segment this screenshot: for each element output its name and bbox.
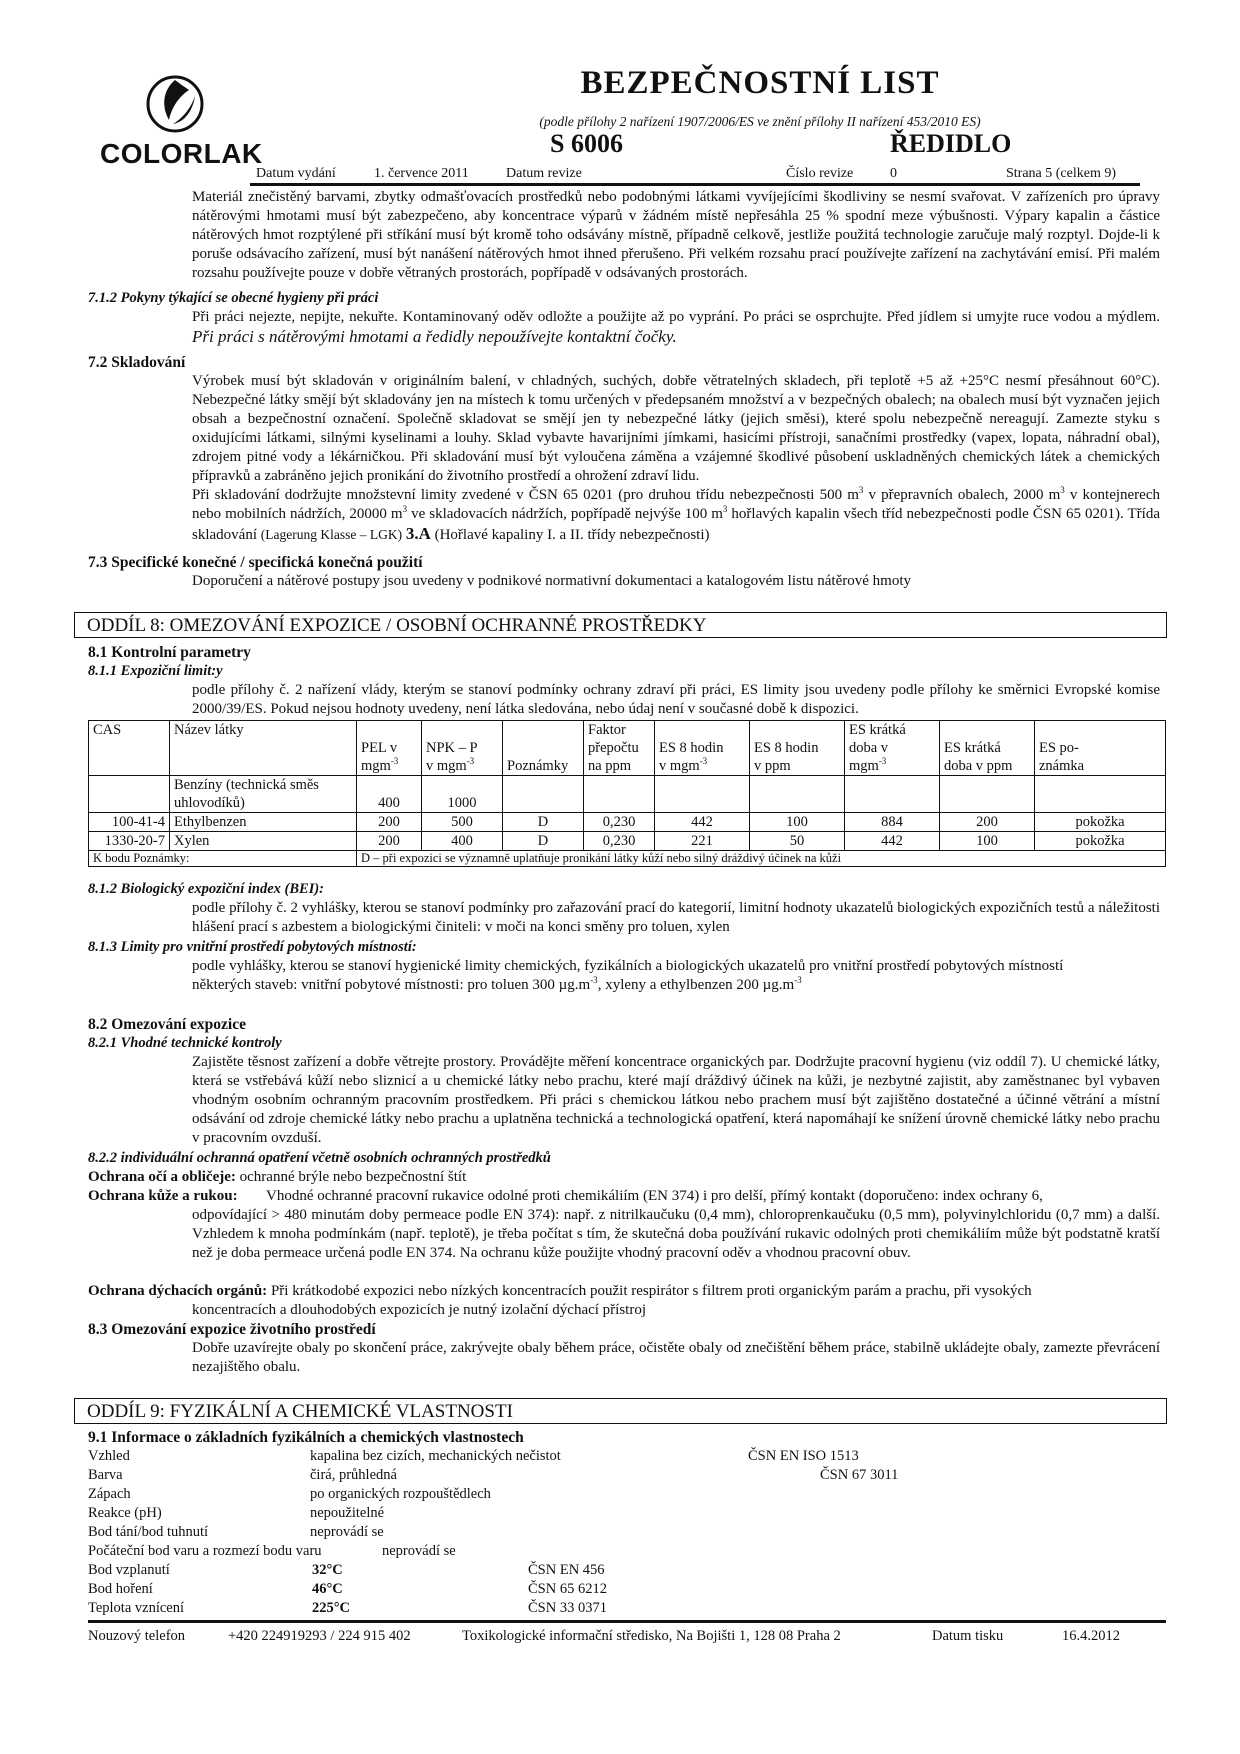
product-name: ŘEDIDLO <box>890 129 1012 158</box>
footer-divider <box>88 1620 1166 1623</box>
respiratory-protection: Ochrana dýchacích orgánů: Při krátkodobé expozici nebo nízkých koncentracích použit respirátor s filtrem proti organickým parám a prachu, při vysokých <box>88 1283 1032 1299</box>
prop-label: Vzhled <box>88 1448 130 1464</box>
heading-8-2: 8.2 Omezování expozice <box>88 1016 246 1033</box>
heading-7-2: 7.2 Skladování <box>88 354 186 371</box>
col-pel: PEL v mgm$^{-3}$ <box>357 721 422 776</box>
page-info: Strana 5 (celkem 9) <box>1006 166 1117 181</box>
contact-lens-warning: Při práci s nátěrovými hmotami a ředidly nepoužívejte kontaktní čočky. <box>192 327 677 346</box>
table-row: Benzíny (technická směs uhlovodíků) 400 1000 <box>89 776 1166 813</box>
heading-9-1: 9.1 Informace o základních fyzikálních a chemických vlastnostech <box>88 1429 524 1446</box>
prop-value: neprovádí se <box>310 1524 384 1540</box>
paragraph-8-1-2: podle přílohy č. 2 vyhlášky, kterou se stanoví podmínky pro zařazování prací do kategorií, limitní hodnoty ukazatelů biologických expozičních testů a náležitosti hlášení prací s azbestem a biologickými činiteli: v moči na konci směny pro toluen, xylen <box>192 900 1160 935</box>
heading-8-1-1: 8.1.1 Expoziční limit:y <box>88 663 223 679</box>
logo-text: COLORLAK <box>100 138 263 169</box>
prop-value: po organických rozpouštědlech <box>310 1486 491 1502</box>
col-esk-mgm: ES krátká doba v mgm$^{-3}$ <box>845 721 940 776</box>
col-es-note: ES po- známka <box>1035 721 1166 776</box>
prop-label: Bod hoření <box>88 1581 153 1597</box>
revision-number: 0 <box>890 166 897 181</box>
col-notes: Poznámky <box>503 721 584 776</box>
prop-standard: ČSN 33 0371 <box>528 1600 607 1616</box>
paragraph-8-3: Dobře uzavírejte obaly po skončení práce, zakrývejte obaly během práce, očistěte obaly od znečištění během práce, stabilně ukládejte obaly, zamezte převrácení nezajištěho obalu. <box>192 1340 1160 1375</box>
paragraph-7-3: Doporučení a nátěrové postupy jsou uvedeny v podnikové normativní dokumentaci a katalogovém listu nátěrové hmoty <box>192 573 911 589</box>
heading-8-3: 8.3 Omezování expozice životního prostředí <box>88 1321 376 1338</box>
table-header-row <box>89 721 1166 776</box>
col-npk: NPK – P v mgm$^{-3}$ <box>422 721 503 776</box>
respiratory-protection-line2: koncentracích a dlouhodobých expozicích je nutný izolační dýchací přístroj <box>192 1302 647 1318</box>
skin-protection-label: Ochrana kůže a rukou: <box>88 1188 238 1204</box>
heading-8-2-2: 8.2.2 individuální ochranná opatření včetně osobních ochranných prostředků <box>88 1150 551 1166</box>
paragraph-8-1-1: podle přílohy č. 2 nařízení vlády, kterým se stanoví podmínky ochrany zdraví při práci, ES limity jsou uvedeny podle přílohy ke směrnici Evropské komise 2000/39/ES. Pokud nejsou hodnoty uvedeny, není látka sledována, nebo údaj není v současné době k dispozici. <box>192 682 1160 717</box>
col-esk-ppm: ES krátká doba v ppm <box>940 721 1035 776</box>
prop-label: Reakce (pH) <box>88 1505 162 1521</box>
table-note-row: K bodu Poznámky: D – při expozici se významně uplatňuje pronikání látky kůží nebo silný dráždivý účinek na kůži <box>89 851 1166 867</box>
prop-label: Barva <box>88 1467 123 1483</box>
col-es8-mgm: ES 8 hodin v mgm$^{-3}$ <box>655 721 750 776</box>
section9-title: ODDÍL 9: FYZIKÁLNÍ A CHEMICKÉ VLASTNOSTI <box>74 1398 1167 1424</box>
section7-intro: Materiál znečistěný barvami, zbytky odmašťovacích prostředků nebo podobnými látkami vyvíjejícími škodliviny se nesmí svařovat. V zařízeních pro úpravy nátěrovými hmotami musí být zabezpečeno, aby koncentrace výparů v žádném místě nepřesáhla 25 % spodní meze výbušnosti. Výpary kapalin a částice nátěrových hmot rozptýlené při stříkání musí být kromě toho odsávány místně, případně celkově, jestliže použitá technologie zaručuje malý rozptyl. Dojde-li k poruše odsávacího zařízení, musí být nanášení nátěrových hmot ihned přerušeno. Při velkém rozsahu prací používejte zařízení na zachytávání emisí. Při malém rozsahu používejte pouze v dobře větraných prostorách, popřípadě v odsávaných prostorách. <box>192 189 1160 281</box>
prop-standard: ČSN 65 6212 <box>528 1581 607 1597</box>
prop-value: kapalina bez cizích, mechanických nečistot <box>310 1448 561 1464</box>
table-row: 100-41-4 Ethylbenzen 200 500 D 0,230 442 100 884 200 pokožka <box>89 813 1166 832</box>
prop-value: čirá, průhledná <box>310 1467 397 1483</box>
prop-label: Počáteční bod varu a rozmezí bodu varu <box>88 1543 322 1559</box>
prop-value: nepoužitelné <box>310 1505 385 1521</box>
section8-title: ODDÍL 8: OMEZOVÁNÍ EXPOZICE / OSOBNÍ OCHRANNÉ PROSTŘEDKY <box>74 612 1167 638</box>
heading-7-3: 7.3 Specifické konečné / specifická konečná použití <box>88 554 423 571</box>
skin-protection-line1: Vhodné ochranné pracovní rukavice odolné proti chemikáliím (EN 374) i pro delší, přímý kontakt (doporučeno: index ochrany 6, <box>266 1188 1043 1204</box>
colorlak-logo-icon <box>143 72 207 136</box>
company-logo <box>100 72 263 169</box>
paragraph-8-1-3b: některých staveb: vnitřní pobytové místnosti: pro toluen 300 $\mu g.m^{-3}$, xyleny a ethylbenzen 200 $\mu g.m^{-3}$ <box>192 975 802 993</box>
prop-value: 225°C <box>312 1600 351 1616</box>
document-title: BEZPEČNOSTNÍ LIST <box>580 65 940 101</box>
paragraph-8-2-1: Zajistěte těsnost zařízení a dobře větrejte prostory. Provádějte měření koncentrace organických par. Dodržujte pracovní hygienu (viz oddíl 7). U chemické látky, která se vstřebává kůží nebo sliznicí a u chemické látky nebo prachu, které mají dráždivý účinek na kůži, je nezbytné zajistit, aby zaměstnanec byl vybaven vhodným osobním ochranným pracovním prostředkem. Při práci s chemickou látkou nebo prachem musí být zajištěno dostatečné a účinné větrání a místní odsávání od zdroje chemické látky nebo prachu a uplatněna technická a technologická opatření, která napomáhají ke snížení úrovně chemické látky nebo prachu v pracovním ovzduší. <box>192 1054 1160 1146</box>
heading-8-1-2: 8.1.2 Biologický expoziční index (BEI): <box>88 881 325 897</box>
eye-protection: Ochrana očí a obličeje: ochranné brýle nebo bezpečnostní štít <box>88 1169 467 1185</box>
table-row: 1330-20-7 Xylen 200 400 D 0,230 221 50 442 100 pokožka <box>89 832 1166 851</box>
storage-class: 3.A <box>405 524 431 543</box>
document-subtitle: (podle přílohy 2 nařízení 1907/2006/ES ve znění přílohy II nařízení 453/2010 ES) <box>539 114 981 129</box>
heading-8-1: 8.1 Kontrolní parametry <box>88 644 251 661</box>
toxicology-center: Toxikologické informační středisko, Na Bojišti 1, 128 08 Praha 2 <box>462 1628 841 1644</box>
print-date: 16.4.2012 <box>1062 1628 1120 1644</box>
paragraph-7-2-limits: Při skladování dodržujte množstevní limity zvedené v ČSN 65 0201 (pro druhou třídu nebezpečnosti 500 $m^3$ v přepravních obalech, 2000 $m^3$ v kontejnerech nebo mobilních nádržích, 20000 $m^3$ ve skladovacích nádržích, popřípadě nejvýše 100 $m^3$ hořlavých kapalin všech tříd nebezpečnosti podle ČSN 65 0201). Třída skladování (Lagerung Klasse – LGK) 3.A (Hořlavé kapaliny I. a II. třídy nebezpečnosti) <box>192 485 1160 543</box>
emergency-phone: +420 224919293 / 224 915 402 <box>228 1628 411 1644</box>
prop-value: 32°C <box>312 1562 343 1578</box>
prop-standard: ČSN 67 3011 <box>820 1467 899 1483</box>
revision-number-label: Číslo revize <box>786 166 854 181</box>
prop-value: neprovádí se <box>382 1543 456 1559</box>
heading-8-2-1: 8.2.1 Vhodné technické kontroly <box>88 1035 282 1051</box>
col-es8-ppm: ES 8 hodin v ppm <box>750 721 845 776</box>
paragraph-7-1-2: Při práci nejezte, nepijte, nekuřte. Kontaminovaný oděv odložte a použijte až po vyprání. Po práci se osprchujte. Před jídlem si umyjte ruce vodou a mýdlem. Při práci s nátěrovými hmotami a ředidly nepoužívejte kontaktní čočky. <box>192 309 1160 346</box>
paragraph-7-2-storage: Výrobek musí být skladován v originálním balení, v chladných, suchých, dobře větratelných skladech, při teplotě +5 až +25°C nesmí přesáhnout 60°C). Nebezpečné látky smějí být skladovány jen na místech k tomu určených v předepsaném množství a v bezpečných obalech; na obalech musí být vyznačen jejich obsah a bezpečnostní označení. Společně skladovat se smějí jen ty nebezpečné látky (jejich směsi), které spolu nebezpečně nereagují. Zamezte styku s oxidujícími látkami, silnými kyselinami a louhy. Sklad vybavte havarijními jímkami, hasicími přístroji, sanačními prostředky (vapex, lopata, náhradní obal), zdrojem pitné vody a lékárničkou. Při skladování musí být vyloučena záměna a vzájemné škodlivé působení uskladněných chemických látek a chemických přípravků a zabráněno jejich pronikání do životního prostředí a ohrožení zdraví lidu. <box>192 373 1160 484</box>
prop-standard: ČSN EN ISO 1513 <box>748 1448 859 1464</box>
prop-value: 46°C <box>312 1581 343 1597</box>
prop-label: Bod tání/bod tuhnutí <box>88 1524 209 1540</box>
prop-label: Zápach <box>88 1486 131 1502</box>
emergency-label: Nouzový telefon <box>88 1628 186 1644</box>
issue-date-label: Datum vydání <box>256 166 336 181</box>
product-code: S 6006 <box>550 129 623 158</box>
prop-label: Bod vzplanutí <box>88 1562 170 1578</box>
issue-date: 1. července 2011 <box>374 166 469 181</box>
col-name: Název látky <box>170 721 357 776</box>
revision-date-label: Datum revize <box>506 166 582 181</box>
skin-protection-text: odpovídající > 480 minutám doby permeace podle EN 374): např. z nitrilkaučuku (0,4 mm), chloroprenkaučuku (0,5 mm), polyvinylchloridu (0,7 mm) a další. Vzhledem k mnoha podmínkám (např. teplotě), je třeba počítat s tím, že skutečná doba používání rukavic odolných proti chemikáliím může být podstatně kratší než je doba permeace určená podle EN 374. Na ochranu kůže použijte vhodný pracovní oděv a vhodnou pracovní obuv. <box>192 1207 1160 1261</box>
col-cas: CAS <box>89 721 170 776</box>
prop-standard: ČSN EN 456 <box>528 1562 605 1578</box>
exposure-limits-table <box>88 720 1166 867</box>
heading-7-1-2: 7.1.2 Pokyny týkající se obecné hygieny při práci <box>88 290 379 306</box>
paragraph-8-1-3a: podle vyhlášky, kterou se stanoví hygienické limity chemických, fyzikálních a biologických ukazatelů pro vnitřní prostředí pobytových místností <box>192 958 1064 974</box>
header-divider <box>250 183 1140 186</box>
heading-8-1-3: 8.1.3 Limity pro vnitřní prostředí pobytových místností: <box>88 939 417 955</box>
col-factor: Faktor přepočtu na ppm <box>584 721 655 776</box>
prop-label: Teplota vznícení <box>88 1600 185 1616</box>
print-date-label: Datum tisku <box>932 1628 1004 1644</box>
